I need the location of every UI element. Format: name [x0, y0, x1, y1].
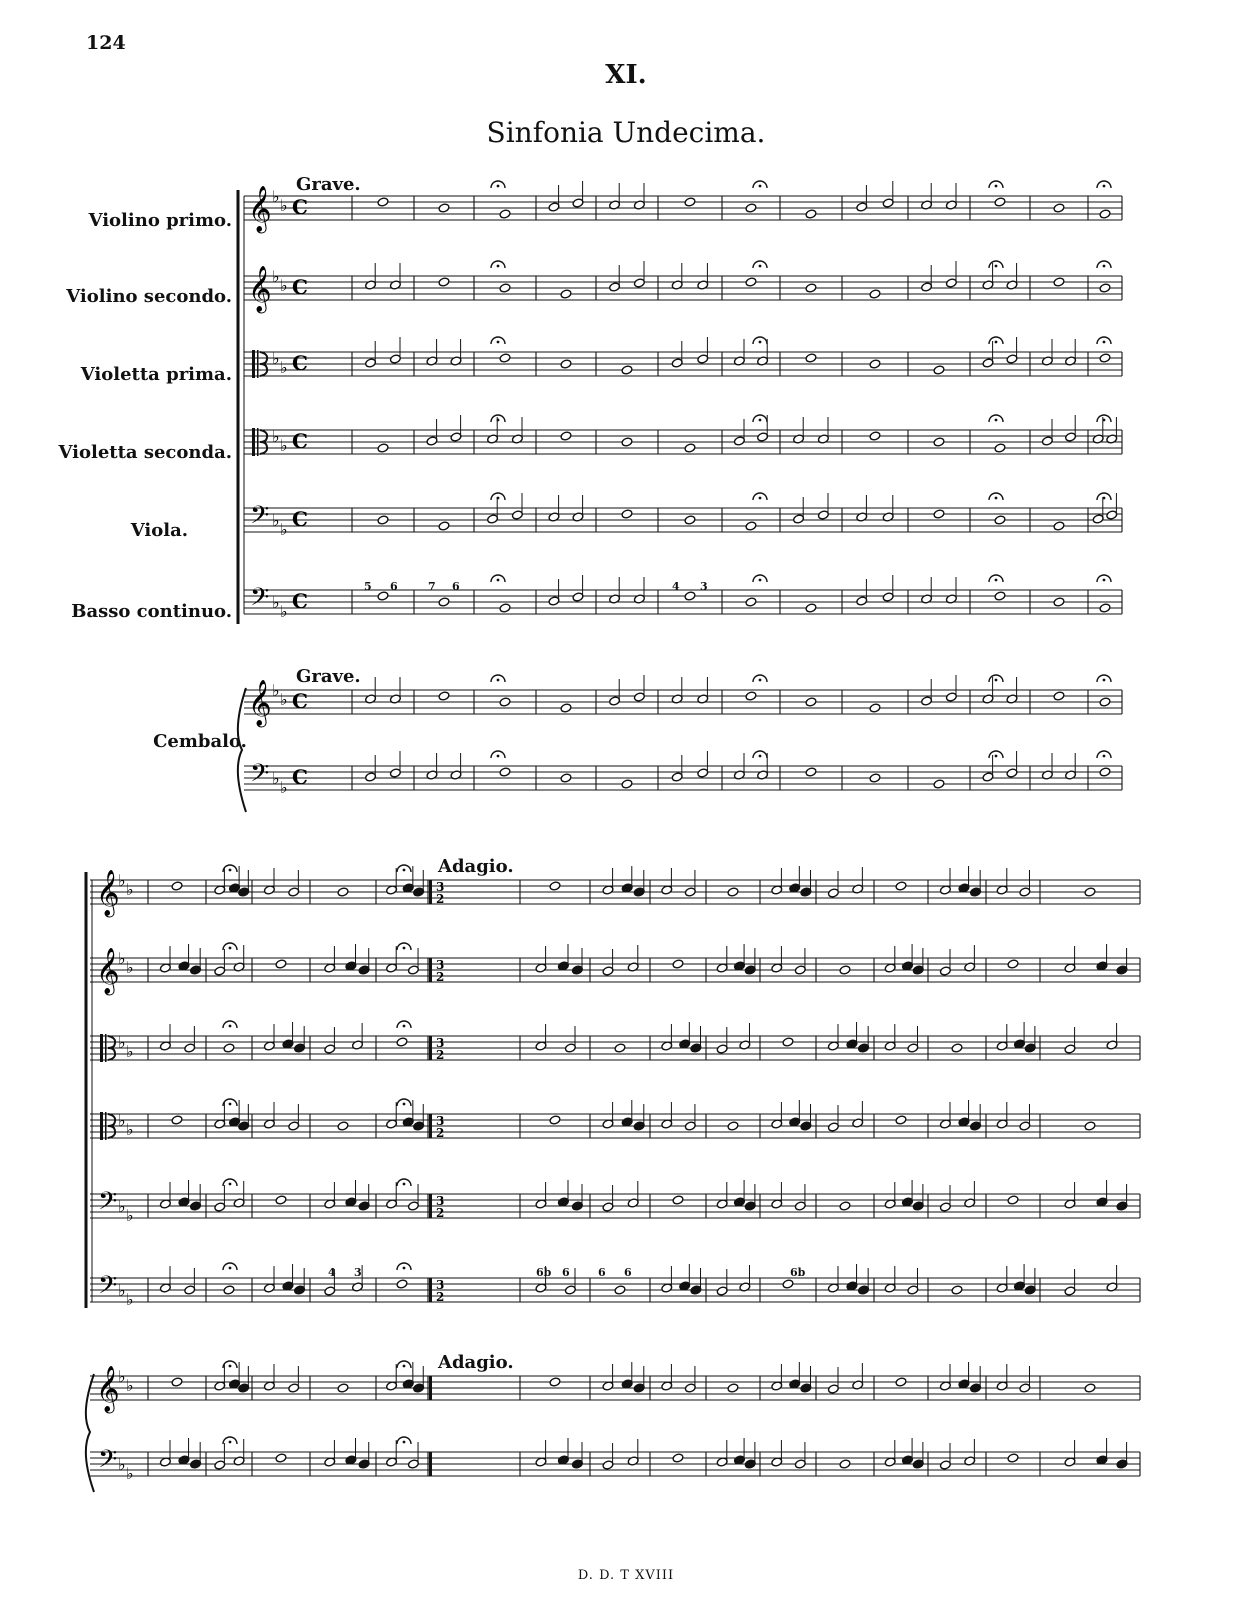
notehead — [727, 887, 739, 897]
key-signature-flat: ♭ — [272, 769, 280, 788]
key-signature-flat: ♭ — [126, 1290, 134, 1309]
notehead — [337, 887, 349, 897]
notehead — [805, 767, 817, 777]
notehead — [684, 591, 696, 601]
notehead — [869, 703, 881, 713]
fermata — [995, 755, 998, 758]
time-signature: C — [292, 589, 308, 613]
key-signature-flat: ♭ — [126, 1464, 134, 1483]
fermata — [229, 1365, 232, 1368]
double-barline — [429, 1036, 432, 1060]
notehead — [895, 1377, 907, 1387]
fermata — [497, 679, 500, 682]
time-signature: C — [292, 507, 308, 531]
notehead — [621, 365, 633, 375]
key-signature-flat: ♭ — [118, 1111, 126, 1130]
notehead — [1007, 1453, 1019, 1463]
figured-bass: 5 — [364, 580, 372, 593]
notehead — [337, 1383, 349, 1393]
notehead — [994, 515, 1006, 525]
notehead — [805, 283, 817, 293]
fermata — [1103, 755, 1106, 758]
alto-clef — [105, 1034, 107, 1062]
notehead — [782, 1279, 794, 1289]
fermata — [995, 419, 998, 422]
key-signature-flat: ♭ — [126, 880, 134, 899]
fermata — [759, 679, 762, 682]
fermata — [1103, 185, 1106, 188]
key-signature-flat: ♭ — [118, 949, 126, 968]
fermata — [995, 497, 998, 500]
time-signature: 2 — [436, 1290, 445, 1304]
bass-clef: 𝄢 — [250, 583, 270, 618]
notehead — [745, 691, 757, 701]
notehead — [1053, 203, 1065, 213]
page-number: 124 — [86, 32, 126, 54]
notehead — [869, 431, 881, 441]
fermata — [229, 1103, 232, 1106]
notehead — [951, 1043, 963, 1053]
notehead — [839, 1459, 851, 1469]
fermata — [229, 1267, 232, 1270]
notehead — [223, 1043, 235, 1053]
time-signature: C — [292, 351, 308, 375]
fermata — [403, 1441, 406, 1444]
figured-bass: 6 — [452, 580, 460, 593]
notehead — [895, 1115, 907, 1125]
treble-clef: 𝄞 — [96, 948, 120, 994]
notehead — [839, 1201, 851, 1211]
notehead — [396, 1037, 408, 1047]
fermata — [1103, 497, 1106, 500]
notehead — [438, 597, 450, 607]
fermata — [759, 579, 762, 582]
key-signature-flat: ♭ — [280, 520, 288, 539]
notehead — [684, 197, 696, 207]
notehead — [1084, 1383, 1096, 1393]
notehead — [1099, 697, 1111, 707]
instrument-label: Violetta prima. — [80, 364, 232, 385]
key-signature-flat: ♭ — [280, 778, 288, 797]
key-signature-flat: ♭ — [280, 436, 288, 455]
fermata — [995, 679, 998, 682]
notehead — [171, 881, 183, 891]
notehead — [1053, 597, 1065, 607]
bass-clef: 𝄢 — [98, 1445, 118, 1480]
fermata — [497, 755, 500, 758]
notehead — [1099, 767, 1111, 777]
notehead — [499, 767, 511, 777]
key-signature-flat: ♭ — [272, 511, 280, 530]
fermata — [1103, 419, 1106, 422]
key-signature-flat: ♭ — [280, 276, 288, 295]
fermata — [229, 1183, 232, 1186]
notehead — [560, 431, 572, 441]
double-barline — [429, 1194, 432, 1218]
fermata — [403, 869, 406, 872]
notehead — [994, 591, 1006, 601]
figured-bass: 4 — [328, 1266, 336, 1279]
fermata — [995, 341, 998, 344]
figured-bass: 3 — [700, 580, 708, 593]
fermata — [1103, 341, 1106, 344]
alto-clef — [257, 428, 259, 456]
figured-bass: 4 — [672, 580, 680, 593]
notehead — [745, 521, 757, 531]
notehead — [499, 353, 511, 363]
notehead — [1007, 959, 1019, 969]
fermata — [759, 419, 762, 422]
page-title: Sinfonia Undecima. — [486, 116, 766, 149]
notehead — [869, 289, 881, 299]
figured-bass: 6b — [536, 1266, 552, 1279]
fermata — [403, 1183, 406, 1186]
double-barline — [429, 958, 432, 982]
bass-clef: 𝄢 — [98, 1271, 118, 1306]
notehead — [171, 1377, 183, 1387]
notehead — [499, 603, 511, 613]
notehead — [438, 203, 450, 213]
fermata — [759, 341, 762, 344]
fermata — [759, 755, 762, 758]
notehead — [933, 509, 945, 519]
instrument-label: Violino primo. — [88, 210, 232, 231]
tempo-adagio: Adagio. — [438, 856, 514, 877]
fermata — [497, 419, 500, 422]
fermata — [403, 1267, 406, 1270]
notehead — [377, 443, 389, 453]
key-signature-flat: ♭ — [272, 187, 280, 206]
fermata — [759, 497, 762, 500]
notehead — [839, 965, 851, 975]
bass-clef: 𝄢 — [250, 759, 270, 794]
fermata — [995, 185, 998, 188]
notehead — [1099, 209, 1111, 219]
notehead — [377, 197, 389, 207]
notehead — [621, 779, 633, 789]
fermata — [403, 1103, 406, 1106]
instrument-label: Violetta seconda. — [58, 442, 232, 463]
key-signature-flat: ♭ — [280, 690, 288, 709]
notehead — [1084, 1121, 1096, 1131]
notehead — [1053, 691, 1065, 701]
key-signature-flat: ♭ — [118, 1281, 126, 1300]
time-signature: C — [292, 429, 308, 453]
key-signature-flat: ♭ — [118, 1033, 126, 1052]
alto-clef — [257, 350, 259, 378]
notehead — [560, 773, 572, 783]
figured-bass: 6 — [390, 580, 398, 593]
notehead — [549, 881, 561, 891]
notehead — [438, 521, 450, 531]
key-signature-flat: ♭ — [126, 958, 134, 977]
fermata — [759, 265, 762, 268]
notehead — [951, 1285, 963, 1295]
alto-clef — [252, 350, 255, 378]
key-signature-flat: ♭ — [126, 1042, 134, 1061]
notehead — [560, 703, 572, 713]
notehead — [727, 1121, 739, 1131]
alto-clef — [100, 1112, 103, 1140]
time-signature: C — [292, 195, 308, 219]
time-signature: 3 — [436, 1036, 445, 1050]
figured-bass: 6 — [562, 1266, 570, 1279]
fermata — [497, 341, 500, 344]
fermata — [229, 1025, 232, 1028]
time-signature: C — [292, 689, 308, 713]
notehead — [1007, 1195, 1019, 1205]
notehead — [994, 443, 1006, 453]
figured-bass: 6b — [790, 1266, 806, 1279]
double-barline — [429, 1376, 432, 1400]
time-signature: 2 — [436, 892, 445, 906]
time-signature: 2 — [436, 1048, 445, 1062]
fermata — [995, 579, 998, 582]
figured-bass: 6 — [598, 1266, 606, 1279]
notehead — [672, 1453, 684, 1463]
time-signature: 2 — [436, 970, 445, 984]
figured-bass: 6 — [624, 1266, 632, 1279]
notehead — [560, 359, 572, 369]
notehead — [337, 1121, 349, 1131]
notehead — [275, 959, 287, 969]
tempo-grave-cembalo: Grave. — [296, 666, 361, 687]
fermata — [1103, 265, 1106, 268]
notehead — [499, 697, 511, 707]
time-signature: 3 — [436, 1114, 445, 1128]
notehead — [275, 1453, 287, 1463]
figured-bass: 3 — [354, 1266, 362, 1279]
notehead — [933, 779, 945, 789]
double-barline — [429, 1452, 432, 1476]
time-signature: 3 — [436, 958, 445, 972]
key-signature-flat: ♭ — [280, 602, 288, 621]
notehead — [1084, 887, 1096, 897]
fermata — [497, 265, 500, 268]
notehead — [805, 353, 817, 363]
bass-clef: 𝄢 — [98, 1187, 118, 1222]
notehead — [869, 359, 881, 369]
key-signature-flat: ♭ — [118, 871, 126, 890]
notehead — [672, 1195, 684, 1205]
treble-clef: 𝄞 — [248, 186, 272, 232]
notehead — [1099, 353, 1111, 363]
notehead — [805, 697, 817, 707]
notehead — [396, 1279, 408, 1289]
fermata — [497, 185, 500, 188]
cembalo-brace — [86, 1374, 94, 1492]
notehead — [1099, 603, 1111, 613]
time-signature: C — [292, 765, 308, 789]
notehead — [745, 203, 757, 213]
double-barline — [429, 880, 432, 904]
notehead — [745, 277, 757, 287]
instrument-label: Violino secondo. — [66, 286, 232, 307]
double-barline — [429, 1278, 432, 1302]
notehead — [684, 443, 696, 453]
notehead — [727, 1383, 739, 1393]
notehead — [499, 283, 511, 293]
time-signature: 3 — [436, 1194, 445, 1208]
fermata — [229, 947, 232, 950]
notehead — [933, 365, 945, 375]
fermata — [497, 497, 500, 500]
fermata — [229, 869, 232, 872]
fermata — [229, 1441, 232, 1444]
key-signature-flat: ♭ — [126, 1376, 134, 1395]
fermata — [497, 579, 500, 582]
bass-clef: 𝄢 — [250, 501, 270, 536]
key-signature-flat: ♭ — [280, 196, 288, 215]
notehead — [377, 515, 389, 525]
fermata — [403, 947, 406, 950]
notehead — [377, 591, 389, 601]
double-barline — [429, 1114, 432, 1138]
page-footer: D. D. T XVIII — [577, 1568, 675, 1583]
fermata — [995, 265, 998, 268]
notehead — [805, 209, 817, 219]
instrument-label: Basso continuo. — [71, 601, 232, 622]
key-signature-flat: ♭ — [272, 427, 280, 446]
tempo-grave: Grave. — [296, 174, 361, 195]
alto-clef — [105, 1112, 107, 1140]
key-signature-flat: ♭ — [272, 349, 280, 368]
alto-clef — [100, 1034, 103, 1062]
notehead — [869, 773, 881, 783]
key-signature-flat: ♭ — [118, 1455, 126, 1474]
fermata — [403, 1025, 406, 1028]
instrument-label: Viola. — [130, 520, 188, 541]
treble-clef: 𝄞 — [96, 1366, 120, 1412]
notehead — [1053, 521, 1065, 531]
key-signature-flat: ♭ — [272, 593, 280, 612]
notehead — [933, 437, 945, 447]
key-signature-flat: ♭ — [118, 1367, 126, 1386]
notehead — [745, 597, 757, 607]
treble-clef: 𝄞 — [248, 266, 272, 312]
notehead — [614, 1285, 626, 1295]
notehead — [560, 289, 572, 299]
notehead — [672, 959, 684, 969]
key-signature-flat: ♭ — [272, 267, 280, 286]
key-signature-flat: ♭ — [126, 1206, 134, 1225]
cembalo-label: Cembalo. — [153, 731, 247, 752]
notehead — [621, 437, 633, 447]
notehead — [1099, 283, 1111, 293]
key-signature-flat: ♭ — [272, 681, 280, 700]
fermata — [1103, 679, 1106, 682]
notehead — [684, 515, 696, 525]
notehead — [614, 1043, 626, 1053]
notehead — [499, 209, 511, 219]
alto-clef — [252, 428, 255, 456]
key-signature-flat: ♭ — [126, 1120, 134, 1139]
notehead — [1053, 277, 1065, 287]
notehead — [223, 1285, 235, 1295]
notehead — [171, 1115, 183, 1125]
key-signature-flat: ♭ — [280, 358, 288, 377]
time-signature: 2 — [436, 1126, 445, 1140]
notehead — [438, 277, 450, 287]
treble-clef: 𝄞 — [248, 680, 272, 726]
notehead — [621, 509, 633, 519]
movement-number: XI. — [605, 60, 647, 90]
key-signature-flat: ♭ — [118, 1197, 126, 1216]
notehead — [549, 1115, 561, 1125]
fermata — [1103, 579, 1106, 582]
time-signature: 2 — [436, 1206, 445, 1220]
fermata — [403, 1365, 406, 1368]
fermata — [759, 185, 762, 188]
treble-clef: 𝄞 — [96, 870, 120, 916]
tempo-adagio-cembalo: Adagio. — [438, 1352, 514, 1373]
figured-bass: 7 — [428, 580, 436, 593]
notehead — [275, 1195, 287, 1205]
time-signature: 3 — [436, 1278, 445, 1292]
notehead — [994, 197, 1006, 207]
notehead — [805, 603, 817, 613]
time-signature: C — [292, 275, 308, 299]
notehead — [438, 691, 450, 701]
time-signature: 3 — [436, 880, 445, 894]
notehead — [895, 881, 907, 891]
notehead — [549, 1377, 561, 1387]
notehead — [782, 1037, 794, 1047]
